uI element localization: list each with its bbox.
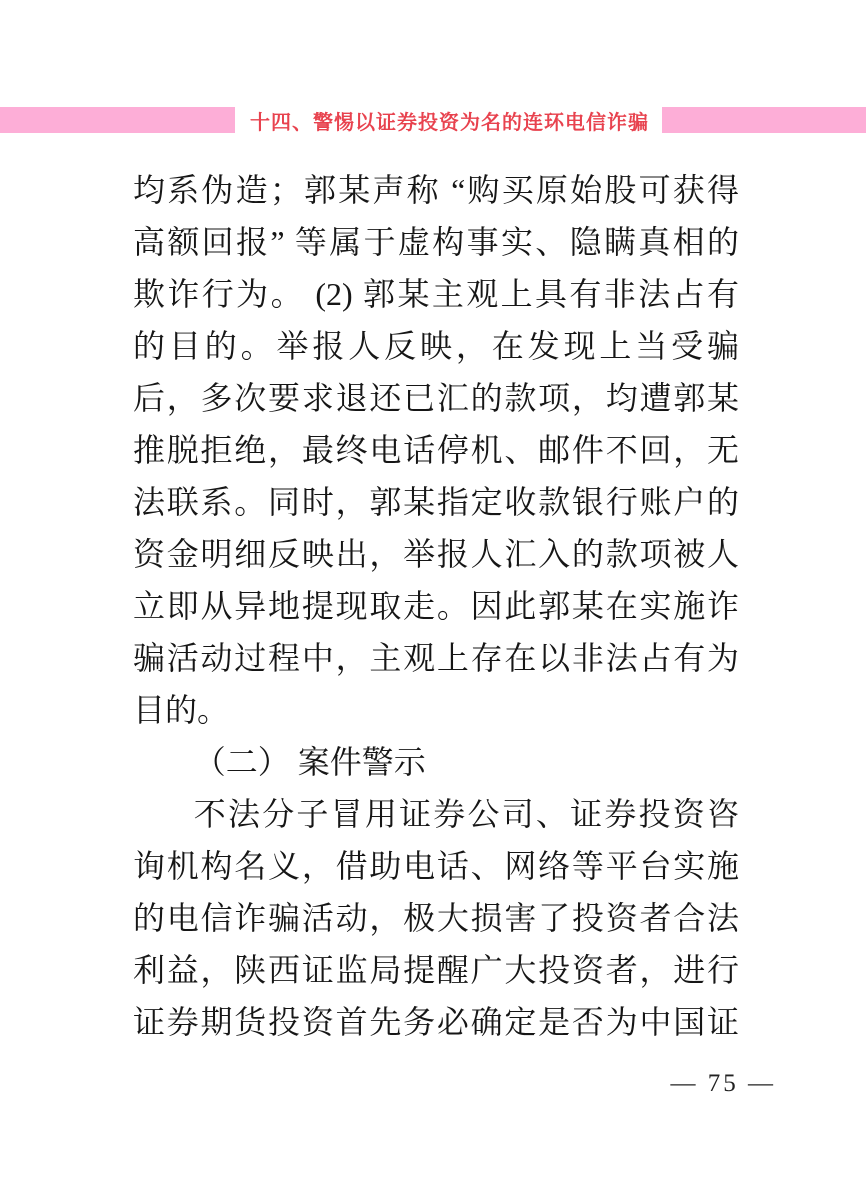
text-line: 的目的。举报人反映，在发现上当受骗 (133, 328, 739, 364)
text-line: 均系伪造；郭某声称 “购买原始股可获得 (133, 172, 739, 208)
text-line: 资金明细反映出，举报人汇入的款项被人 (133, 536, 739, 572)
text-line: 欺诈行为。 (2) 郭某主观上具有非法占有 (133, 276, 739, 312)
text-line: 推脱拒绝，最终电话停机、邮件不回，无 (133, 432, 739, 468)
text-line: 的电信诈骗活动，极大损害了投资者合法 (133, 900, 739, 936)
text-line: 骗活动过程中，主观上存在以非法占有为 (133, 640, 739, 676)
text-line: 高额回报” 等属于虚构事实、隐瞒真相的 (133, 224, 739, 260)
text-line: 询机构名义，借助电话、网络等平台实施 (133, 848, 739, 884)
body-text (133, 164, 739, 1048)
text-line: 不法分子冒用证券公司、证券投资咨 (193, 796, 739, 832)
text-line: 后，多次要求退还已汇的款项，均遭郭某 (133, 380, 739, 416)
header-rule-left (0, 107, 235, 133)
header-rule-right (662, 107, 866, 133)
text-line: 利益，陕西证监局提醒广大投资者，进行 (133, 952, 739, 988)
text-line: 目的。 (133, 692, 230, 728)
text-line: 证券期货投资首先务必确定是否为中国证 (133, 1004, 739, 1040)
text-line: 立即从异地提现取走。因此郭某在实施诈 (133, 588, 739, 624)
page-number: — 75 — (670, 1070, 776, 1097)
chapter-title: 十四、警惕以证券投资为名的连环电信诈骗 (250, 111, 649, 134)
section-heading: （二） 案件警示 (193, 744, 426, 780)
text-line: 法联系。同时，郭某指定收款银行账户的 (133, 484, 739, 520)
chapter-header (0, 107, 866, 133)
